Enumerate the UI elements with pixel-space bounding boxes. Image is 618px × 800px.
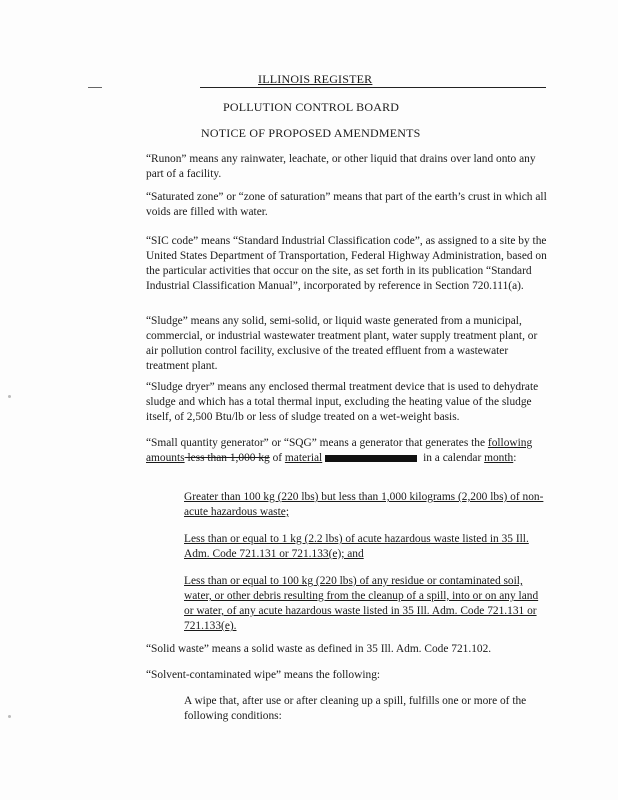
scan-mark [8, 715, 11, 718]
register-title: ILLINOIS REGISTER [258, 72, 373, 86]
sqg-material: material [284, 452, 323, 464]
sqg-in-a-calendar: in a calendar [420, 452, 485, 464]
wipe-item: A wipe that, after use or after cleaning up a spill, fulfills one or more of the following conditions: [184, 695, 527, 722]
sqg-intro: “Small quantity generator” or “SQG” means a generator that generates the [146, 437, 488, 449]
board-name: POLLUTION CONTROL BOARD [223, 100, 400, 114]
definition-sic-code: “SIC code” means “Standard Industrial Classification code”, as assigned to a site by the United States Department of Transportation, Federal Highway Administration, based on the particular activities that occur on the site, as set forth in its publication “Standard Industrial Classification Manual”, incorporated by reference in Section 720.111(a). [146, 235, 547, 292]
sqg-colon: : [513, 452, 517, 464]
definition-saturated-zone: “Saturated zone” or “zone of saturation” means that part of the earth’s crust in which all voids are filled with water. [146, 191, 547, 218]
definition-runon: “Runon” means any rainwater, leachate, or other liquid that drains over land onto any part of a facility. [146, 153, 536, 180]
scan-mark [8, 395, 11, 398]
sqg-item-acute: Less than or equal to 1 kg (2.2 lbs) of acute hazardous waste listed in 35 Ill. Adm. Code 721.131 or 721.133(e); and [184, 533, 529, 560]
redaction-bar [325, 455, 417, 462]
header-rule-tick [88, 87, 102, 88]
definition-sludge: “Sludge” means any solid, semi-solid, or liquid waste generated from a municipal, commercial, or industrial wastewater treatment plant, water supply treatment plant, or air pollution control facility, exclusive of the treated effluent from a wastewater treatment plant. [146, 315, 538, 372]
definition-small-quantity-generator [146, 436, 548, 466]
definition-solvent-contaminated-wipe: “Solvent-contaminated wipe” means the following: [146, 669, 381, 681]
sqg-item-non-acute: Greater than 100 kg (220 lbs) but less than 1,000 kilograms (2,200 lbs) of non-acute hazardous waste; [184, 491, 544, 518]
definition-sludge-dryer: “Sludge dryer” means any enclosed thermal treatment device that is used to dehydrate sludge and which has a total thermal input, excluding the heating value of the sludge itself, of 2,500 Btu/lb or less of sludge treated on a wet-weight basis. [146, 381, 539, 423]
definition-solid-waste: “Solid waste” means a solid waste as defined in 35 Ill. Adm. Code 721.102. [146, 643, 492, 655]
sqg-item-residue: Less than or equal to 100 kg (220 lbs) of any residue or contaminated soil, water, or other debris resulting from the cleanup of a spill, into or on any land or water, of any acute hazardous waste listed in 35 Ill. Adm. Code 721.131 or 721.133(e). [184, 575, 539, 632]
sqg-struck-text: less than 1,000 kg [184, 452, 270, 464]
notice-title: NOTICE OF PROPOSED AMENDMENTS [201, 126, 421, 140]
sqg-following-amounts: following amounts [146, 437, 533, 464]
sqg-month: month [484, 452, 514, 464]
sqg-of: of [269, 452, 285, 464]
header-rule [200, 87, 546, 88]
